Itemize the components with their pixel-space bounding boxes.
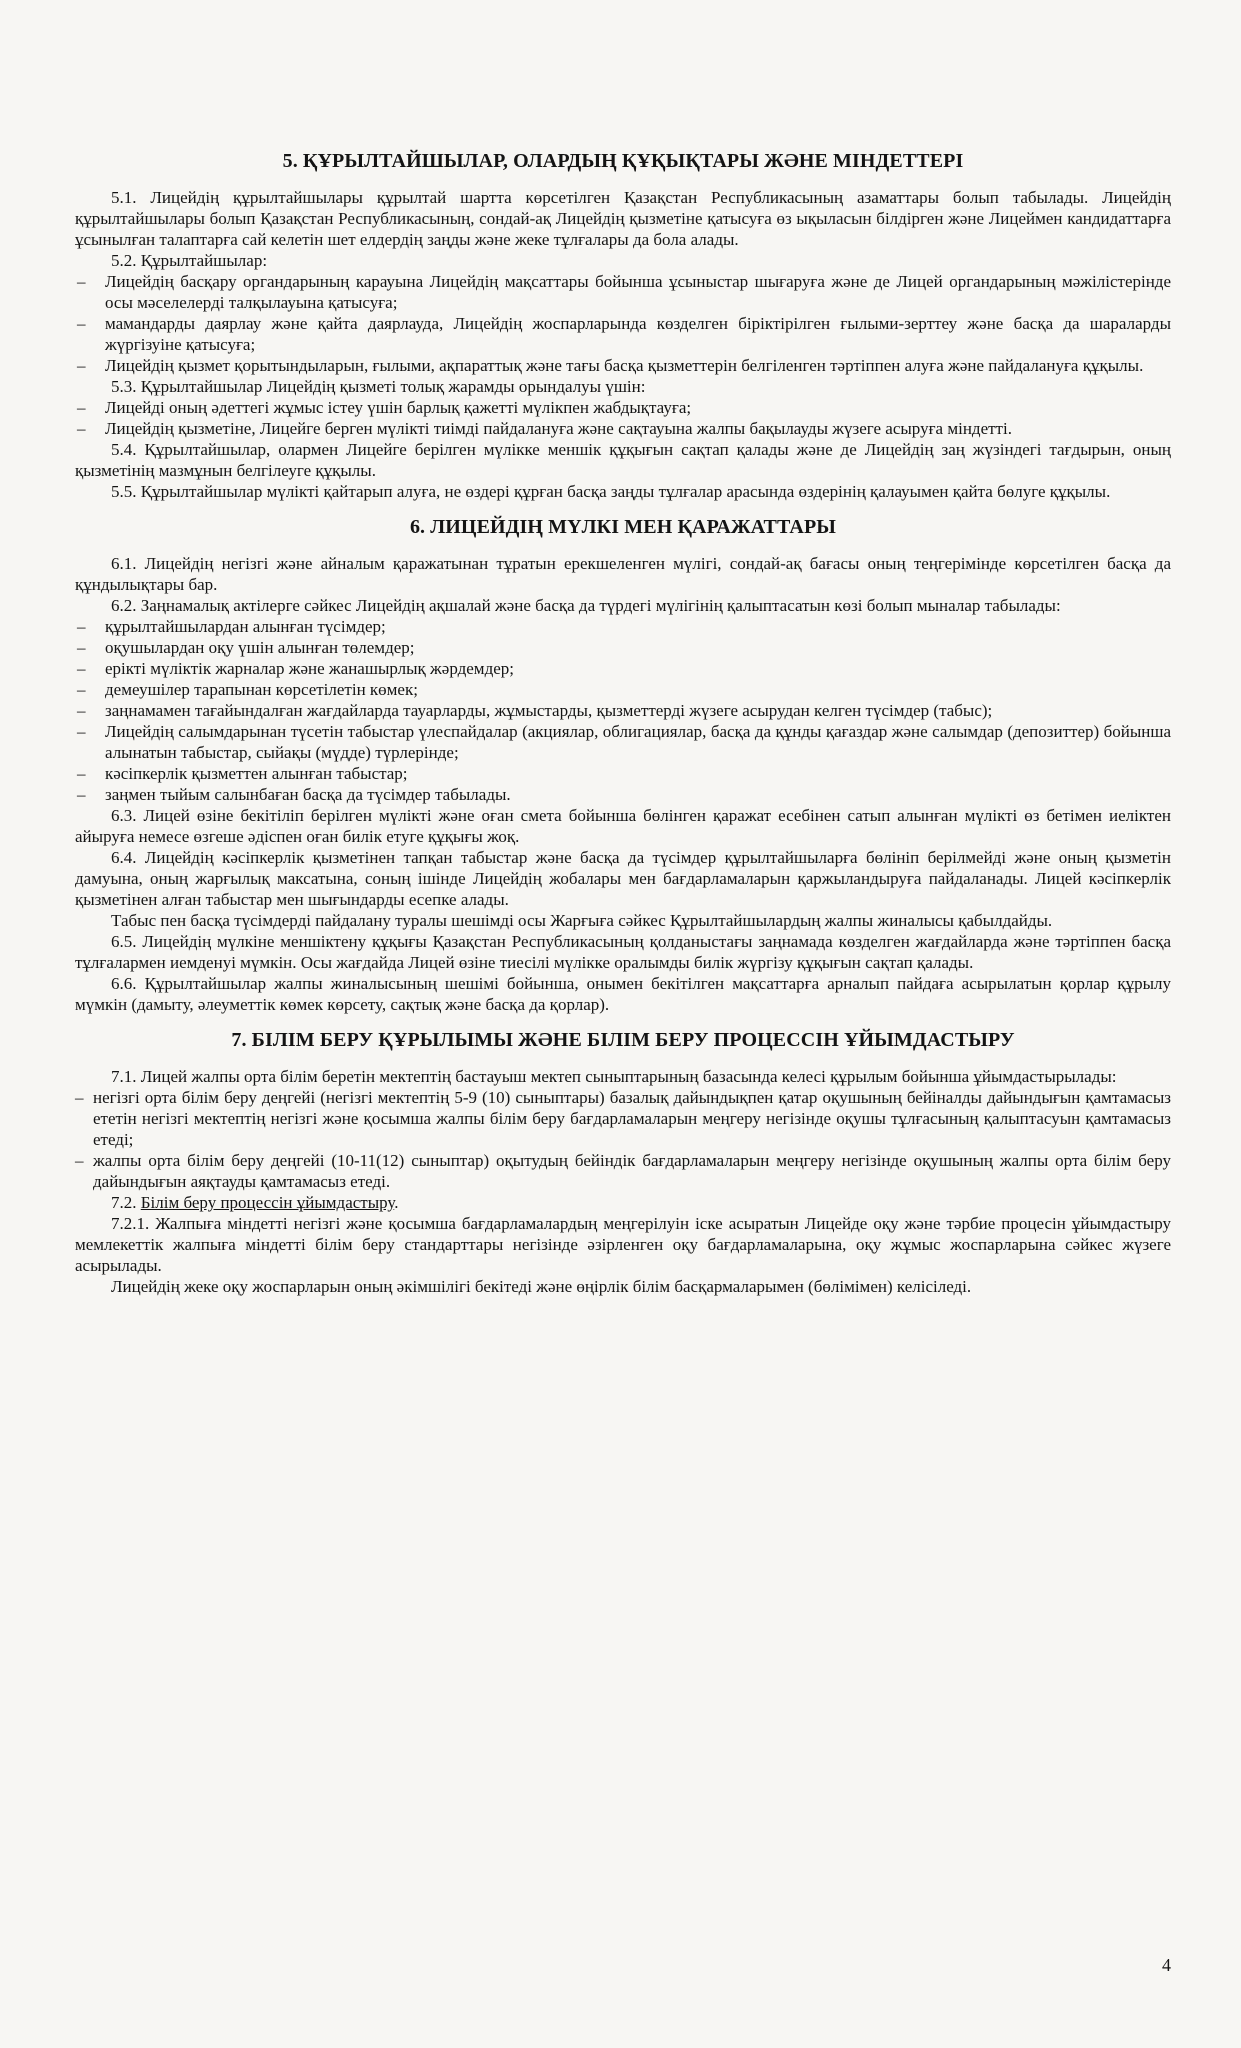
paragraph-6-5: 6.5. Лицейдің мүлкіне меншіктену құқығы Қазақстан Республикасының қолданыстағы заңнамада көзделген жағдайларда және тәртіппен басқа тұлғалармен иемденуі мүмкін. Осы жағдайда Лицей өзіне тиесілі мүлікке оралымды билік жүргізу құқығын сақтап қалады. xyxy=(75,932,1171,972)
list-5-2 xyxy=(75,271,1171,376)
paragraph-6-1: 6.1. Лицейдің негізгі және айналым қаражатынан тұратын ерекшеленген мүлігі, сондай-ақ бағасы оның теңгерімінде көрсетілген басқа да құндылықтары бар. xyxy=(75,554,1171,594)
paragraph-5-5: 5.5. Құрылтайшылар мүлікті қайтарып алуға, не өздері құрған басқа заңды тұлғалар арасында өздерінің қалауымен қайта бөлуге құқылы. xyxy=(111,482,1111,501)
paragraph-7-1: 7.1. Лицей жалпы орта білім беретін мектептің бастауыш мектеп сыныптарының базасында келесі құрылым бойынша ұйымдастырылады: xyxy=(111,1067,1117,1086)
paragraph-6-4: 6.4. Лицейдің кәсіпкерлік қызметінен тапқан табыстар және басқа да түсімдер құрылтайшыларға бөлініп берілмейді және оның қызметін дамуына, оның жарғылық максатына, соның ішінде Лицейдің жобалары мен бағдарламаларын қаржыландыруға пайдаланады. Лицей кәсіпкерлік қызметінен алған табыстар мен шығындарды есепке алады. xyxy=(75,848,1171,909)
section-5 xyxy=(75,150,1171,502)
list-item: – кәсіпкерлік қызметтен алынған табыстар; xyxy=(75,763,1171,784)
paragraph-7-2-number: 7.2. xyxy=(111,1193,141,1212)
paragraph-7-2-1: 7.2.1. Жалпыға міндетті негізгі және қосымша бағдарламалардың меңгерілуін іске асыратын Лицейде оқу және тәрбие процесін ұйымдастыру мемлекеттік жалпыға міндетті білім беру стандарттары негізінде әзірленген оқу бағдарламаларына, оқу жұмыс жоспарларына сәйкес жүзеге асырылады. xyxy=(75,1214,1171,1275)
list-7-1 xyxy=(75,1087,1171,1192)
list-item: – заңмен тыйым салынбаған басқа да түсімдер табылады. xyxy=(75,784,1171,805)
list-item: – мамандарды даярлау және қайта даярлауда, Лицейдің жоспарларында көзделген біріктірілген ғылыми-зерттеу және басқа да шараларды жүргізуіне қатысуға; xyxy=(75,313,1171,355)
list-5-3 xyxy=(75,397,1171,439)
paragraph-5-2: 5.2. Құрылтайшылар: xyxy=(111,251,268,270)
list-item: – Лицейдің салымдарынан түсетін табыстар үлеспайдалар (акциялар, облигациялар, басқа да құнды қағаздар және салымдар (депозиттер) бойынша алынатын табыстар, сыйақы (мүдде) түрлерінде; xyxy=(75,721,1171,763)
paragraph-6-4-continued: Табыс пен басқа түсімдерді пайдалану туралы шешімді осы Жарғыға сәйкес Құрылтайшылардың жалпы жиналысы қабылдайды. xyxy=(111,911,1053,930)
paragraph-7-2-1-continued: Лицейдің жеке оқу жоспарларын оның әкімшілігі бекітеді және өңірлік білім басқармаларымен (бөлімімен) келісіледі. xyxy=(111,1277,972,1296)
list-item: – жалпы орта білім беру деңгейі (10-11(12) сыныптар) оқытудың бейіндік бағдарламаларын меңгеру негізінде оқушының жалпы орта білім беру дайындығын аяқтауды қамтамасыз етеді. xyxy=(75,1150,1171,1192)
list-item: – Лицейді оның әдеттегі жұмыс істеу үшін барлық қажетті мүлікпен жабдықтауға; xyxy=(75,397,1171,418)
list-item: – Лицейдің басқару органдарының карауына Лицейдің мақсаттары бойынша ұсыныстар шығаруға және де Лицей органдарының мәжілістерінде осы мәселелерді талқылауына қатысуға; xyxy=(75,271,1171,313)
section-7 xyxy=(75,1029,1171,1297)
paragraph-7-2 xyxy=(75,1192,1171,1213)
list-item: – Лицейдің қызмет қорытындыларын, ғылыми, ақпараттық және тағы басқа қызметтерін белгіленген тәртіппен алуға және пайдалануға құқылы. xyxy=(75,355,1171,376)
list-item: – негізгі орта білім беру деңгейі (негізгі мектептің 5-9 (10) сыныптары) базалық дайындықпен қатар оқушының бейіналды дайындығын қамтамасыз ететін негізгі мектептің негізгі және қосымша жалпы білім беру бағдарламаларын меңгеру негізінде оқушы тұлғасының қалыптасуын қамтамасыз етеді; xyxy=(75,1087,1171,1150)
list-item: – құрылтайшылардан алынған түсімдер; xyxy=(75,616,1171,637)
paragraph-7-2-heading: Білім беру процессін ұйымдастыру xyxy=(140,1193,395,1212)
list-6-2 xyxy=(75,616,1171,805)
paragraph-6-2: 6.2. Заңнамалық актілерге сәйкес Лицейдің ақшалай және басқа да түрдегі мүлігінің қалыптасатын көзі болып мыналар табылады: xyxy=(111,596,1061,615)
list-item: – Лицейдің қызметіне, Лицейге берген мүлікті тиімді пайдалануға және сақтауына жалпы бақылауды жүзеге асыруға міндетті. xyxy=(75,418,1171,439)
paragraph-5-4: 5.4. Құрылтайшылар, олармен Лицейге берілген мүлікке меншік құқығын сақтап қалады және де Лицейдің заң жүзіндегі тағдырын, оның қызметінің мазмұнын белгілеуге құқылы. xyxy=(75,440,1171,480)
paragraph-7-2-period: . xyxy=(394,1193,399,1212)
list-item: – демеушілер тарапынан көрсетілетін көмек; xyxy=(75,679,1171,700)
section-6 xyxy=(75,516,1171,1015)
section-5-title: 5. ҚҰРЫЛТАЙШЫЛАР, ОЛАРДЫҢ ҚҰҚЫҚТАРЫ ЖӘНЕ МІНДЕТТЕРІ xyxy=(282,150,964,172)
paragraph-5-1: 5.1. Лицейдің құрылтайшылары құрылтай шартта көрсетілген Қазақстан Республикасының азаматтары болып табылады. Лицейдің құрылтайшылары болып Қазақстан Республикасының, сондай-ақ Лицейдің қызметіне қатысуға өз ықыласын білдірген және Лицеймен кандидаттарға ұсынылған талаптарға сай келетін шет елдердің заңды және жеке тұлғалары да бола алады. xyxy=(75,188,1171,249)
page-number: 4 xyxy=(1162,1955,1171,1975)
section-6-title: 6. ЛИЦЕЙДІҢ МҮЛКІ МЕН ҚАРАЖАТТАРЫ xyxy=(409,516,837,538)
paragraph-6-6: 6.6. Құрылтайшылар жалпы жиналысының шешімі бойынша, онымен бекітілген мақсаттарға арналып пайдаға асырылатын қорлар құрылу мүмкін (дамыту, әлеуметтік көмек көрсету, сақтық және басқа да қорлар). xyxy=(75,974,1171,1014)
paragraph-6-3: 6.3. Лицей өзіне бекітіліп берілген мүлікті және оған смета бойынша бөлінген қаражат есебінен сатып алынған мүлікті өз бетімен иеліктен айыруға немесе өзгеше әдіспен оған билік етуге құқығы жоқ. xyxy=(75,806,1171,846)
section-7-title: 7. БІЛІМ БЕРУ ҚҰРЫЛЫМЫ ЖӘНЕ БІЛІМ БЕРУ ПРОЦЕССІН ҰЙЫМДАСТЫРУ xyxy=(231,1029,1015,1051)
paragraph-5-3: 5.3. Құрылтайшылар Лицейдің қызметі толық жарамды орындалуы үшін: xyxy=(111,377,646,396)
list-item: – оқушылардан оқу үшін алынған төлемдер; xyxy=(75,637,1171,658)
list-item: – ерікті мүліктік жарналар және жанашырлық жәрдемдер; xyxy=(75,658,1171,679)
list-item: – заңнамамен тағайындалған жағдайларда тауарларды, жұмыстарды, қызметтерді жүзеге асырудан келген түсімдер (табыс); xyxy=(75,700,1171,721)
